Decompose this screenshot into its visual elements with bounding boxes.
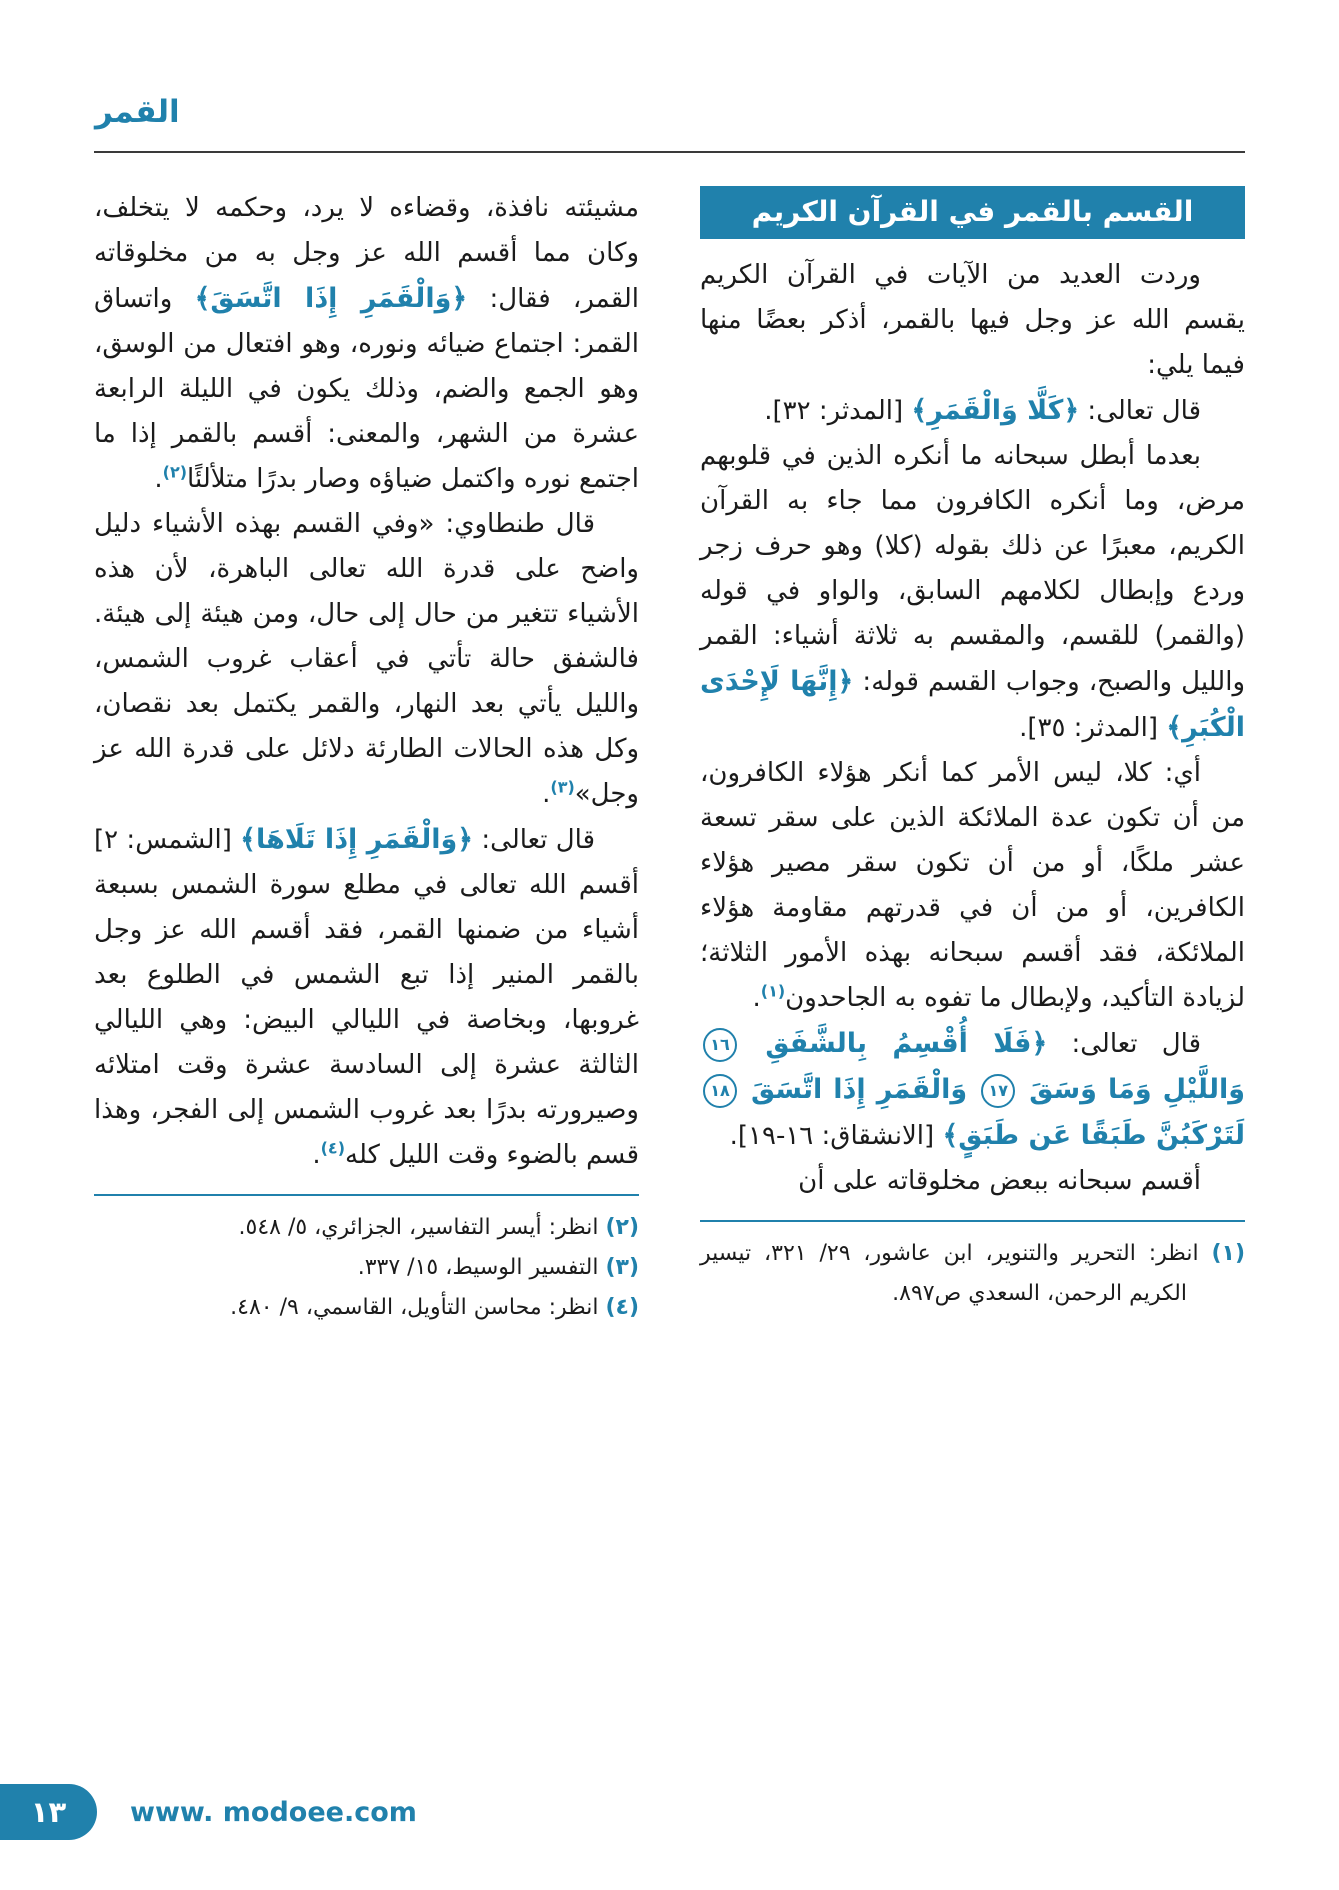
body-text: مشيئته نافذة، وقضاءه لا يرد، وحكمه لا يتخلف، وكان مما أقسم الله عز وجل به من مخلوقاته القمر، فقال: [94, 193, 639, 314]
body-text: . [312, 1140, 321, 1170]
body-text: أي: كلا، ليس الأمر كما أنكر هؤلاء الكافرون، من أن تكون عدة الملائكة الذين على سقر تسعة عشر ملكًا، أو من أن تكون سقر مصير هؤلاء الكافرين، أو من أن في قدرتهم مقاومة هؤلاء الملائكة، فقد أقسم سبحانه بهذه الأمور الثلاثة؛ لزيادة التأكيد، ولإبطال ما تفوه به الجاحدون [700, 758, 1245, 1013]
ayah-number: ١٦ [703, 1028, 737, 1062]
body-text: بعدما أبطل سبحانه ما أنكره الذين في قلوبهم مرض، وما أنكره الكافرون مما جاء به القرآن الكريم، معبرًا عن ذلك بقوله (كلا) وهو حرف زجر وردع وإبطال لكلامهم السابق، والواو في قوله (والقمر) للقسم، والمقسم به ثلاثة أشياء: القمر والليل والصبح، وجواب القسم قوله: [700, 441, 1245, 697]
page-content [94, 186, 1245, 1328]
paragraph [700, 751, 1245, 1021]
quran-verse: ﴿كَلَّا وَالْقَمَرِ﴾ [911, 395, 1080, 426]
column-left [94, 186, 639, 1328]
quran-verse: ﴿وَالْقَمَرِ إِذَا تَلَاهَا﴾ [240, 824, 474, 855]
footnote-text: انظر: محاسن التأويل، القاسمي، ٩/ ٤٨٠. [230, 1295, 606, 1320]
footnote-marker: (١) [760, 981, 786, 1001]
paragraph [700, 1021, 1245, 1159]
quran-verse: ﴿إِنَّهَا لَإِحْدَى الْكُبَرِ﴾ [700, 666, 1245, 743]
body-text: . [542, 779, 551, 809]
quran-verse: ﴿وَالْقَمَرِ إِذَا اتَّسَقَ﴾ [194, 283, 468, 314]
footnote-text: التفسير الوسيط، ١٥/ ٣٣٧. [357, 1255, 606, 1280]
body-text: قال تعالى: [473, 825, 595, 855]
body-text: قال طنطاوي: «وفي القسم بهذه الأشياء دليل واضح على قدرة الله تعالى الباهرة، لأن هذه الأشياء تتغير من حال إلى حال، ومن هيئة إلى هيئة. فالشفق حالة تأتي في أعقاب غروب الشمس، والليل يأتي بعد النهار، والقمر يكتمل بعد نقصان، وكل هذه الحالات الطارئة دلائل على قدرة الله عز وجل» [94, 509, 639, 809]
quran-verse: وَالْقَمَرِ إِذَا اتَّسَقَ [740, 1074, 979, 1105]
paragraph [700, 1159, 1245, 1204]
footnote-marker: (٣) [550, 777, 575, 797]
footnote-text: انظر: التحرير والتنوير، ابن عاشور، ٢٩/ ٣٢١، تيسير الكريم الرحمن، السعدي ص٨٩٧. [700, 1241, 1212, 1306]
body-text: [الانشقاق: ١٦-١٩]. [729, 1121, 943, 1151]
paragraph [94, 186, 639, 502]
footnote-text: انظر: أيسر التفاسير، الجزائري، ٥/ ٥٤٨. [238, 1215, 606, 1240]
page-number-badge: ١٣ [0, 1784, 97, 1840]
body-text: . [154, 464, 163, 494]
footnote-number: (٤) [605, 1295, 639, 1320]
footnote-number: (٣) [605, 1255, 639, 1280]
right-column-footnotes [700, 1234, 1245, 1314]
footnote-marker: (٤) [320, 1138, 345, 1158]
paragraph [94, 817, 639, 1178]
left-column-paragraphs [94, 186, 639, 1178]
body-text: وردت العديد من الآيات في القرآن الكريم يقسم الله عز وجل فيها بالقمر، أذكر بعضًا منها فيما يلي: [700, 260, 1245, 380]
paragraph [94, 502, 639, 817]
paragraph [700, 434, 1245, 751]
running-head: القمر [95, 94, 180, 130]
body-text: [المدثر: ٣٥]. [1019, 713, 1167, 743]
footnote-divider [700, 1220, 1245, 1222]
body-text: [الشمس: ٢] أقسم الله تعالى في مطلع سورة الشمس بسبعة أشياء من ضمنها القمر، فقد أقسم الله عز وجل بالقمر المنير إذا تبع الشمس في الطلوع بعد غروبها، وبخاصة في الليالي البيض: وهي الليالي الثالثة عشرة إلى السادسة عشرة وقت امتلائه وصيرورته بدرًا بعد غروب الشمس إلى الفجر، وهذا قسم بالضوء وقت الليل كله [94, 825, 639, 1170]
body-text: أقسم سبحانه ببعض مخلوقاته على أن [798, 1166, 1201, 1196]
footnote-divider [94, 1194, 639, 1196]
column-right [700, 186, 1245, 1328]
body-text: واتساق القمر: اجتماع ضيائه ونوره، وهو افتعال من الوسق، وهو الجمع والضم، وذلك يكون في الليلة الرابعة عشرة من الشهر، والمعنى: أقسم بالقمر إذا ما اجتمع نوره واكتمل ضياؤه وصار بدرًا متلألئًا [94, 284, 639, 494]
left-column-footnotes [94, 1208, 639, 1328]
footnote [94, 1288, 639, 1328]
body-text: [المدثر: ٣٢]. [764, 396, 912, 426]
footnote [94, 1208, 639, 1248]
body-text: قال تعالى: [1079, 396, 1201, 426]
quran-verse: ﴿فَلَا أُقْسِمُ بِالشَّفَقِ [740, 1028, 1048, 1059]
body-text: . [752, 983, 761, 1013]
footnote [94, 1248, 639, 1288]
header-divider [94, 151, 1245, 153]
footnote-number: (٢) [605, 1215, 639, 1240]
ayah-number: ١٨ [703, 1074, 737, 1108]
quran-verse: وَاللَّيْلِ وَمَا وَسَقَ [1018, 1074, 1245, 1105]
section-title: القسم بالقمر في القرآن الكريم [700, 186, 1245, 239]
paragraph [700, 388, 1245, 434]
right-column-paragraphs [700, 253, 1245, 1204]
footnote-number: (١) [1211, 1241, 1245, 1266]
ayah-number: ١٧ [981, 1074, 1015, 1108]
footnote [700, 1234, 1245, 1314]
footnote-marker: (٢) [162, 462, 188, 482]
paragraph [700, 253, 1245, 388]
quran-verse: لَتَرْكَبُنَّ طَبَقًا عَن طَبَقٍ﴾ [942, 1120, 1245, 1151]
body-text: قال تعالى: [1047, 1029, 1201, 1059]
website-link[interactable]: www. modoee.com [130, 1797, 417, 1828]
